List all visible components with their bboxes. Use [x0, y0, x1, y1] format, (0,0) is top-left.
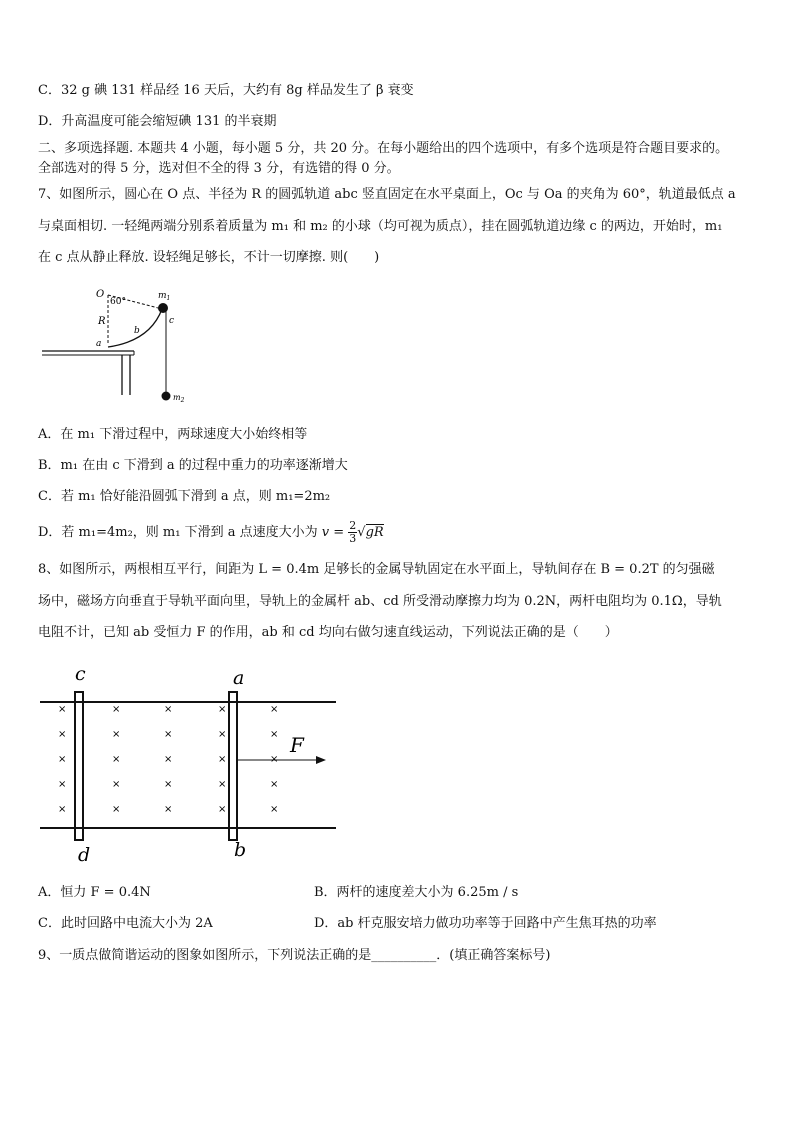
magnetic-field-cross: × — [58, 704, 67, 715]
fig7-label-r: R — [98, 316, 106, 327]
q7-stem-1: 7、如图所示，圆心在 O 点、半径为 R 的圆弧轨道 abc 竖直固定在水平桌面上，Oc 与 Oa 的夹角为 60°，轨道最低点 a — [38, 187, 736, 202]
magnetic-field-cross: × — [270, 704, 279, 715]
q8-option-a: A．恒力 F = 0.4N — [38, 885, 151, 900]
magnetic-field-cross: × — [218, 704, 227, 715]
fig7-label-m2: $m_2$ — [173, 393, 185, 404]
fig8-label-c: c — [75, 663, 86, 685]
magnetic-field-cross: × — [112, 704, 121, 715]
magnetic-field-cross: × — [58, 804, 67, 815]
fig8-label-d: d — [78, 844, 91, 866]
magnetic-field-cross: × — [218, 729, 227, 740]
fig7-label-a: a — [96, 339, 102, 349]
fig7-label-o: O — [96, 289, 105, 300]
q8-stem-2: 场中，磁场方向垂直于导轨平面向里，导轨上的金属杆 ab、cd 所受滑动摩擦力均为 0.2N，两杆电阻均为 0.1Ω，导轨 — [38, 594, 722, 609]
q8-option-d: D．ab 杆克服安培力做功功率等于回路中产生焦耳热的功率 — [314, 916, 657, 931]
q7-option-d-sqrt-arg: gR — [365, 525, 384, 540]
magnetic-field-cross: × — [270, 804, 279, 815]
magnetic-field-cross: × — [270, 729, 279, 740]
q7-option-d-lhs: v = — [321, 525, 345, 540]
q7-option-d-fraction — [348, 520, 357, 545]
fig8-label-b: b — [234, 839, 247, 861]
fig7-label-m1: $m_1$ — [158, 291, 171, 302]
fig8-label-a: a — [233, 667, 245, 689]
magnetic-field-cross: × — [164, 704, 173, 715]
q7-figure — [38, 283, 218, 413]
magnetic-field-cross: × — [112, 729, 121, 740]
fraction-denominator: 3 — [349, 532, 357, 545]
sqrt-icon: √ — [357, 525, 366, 540]
q6-option-d: D．升高温度可能会缩短碘 131 的半衰期 — [38, 114, 277, 129]
magnetic-field-cross: × — [270, 754, 279, 765]
q8-stem-3: 电阻不计，已知 ab 受恒力 F 的作用，ab 和 cd 均向右做匀速直线运动，下列说法正确的是（ ） — [38, 625, 618, 640]
fig8-label-f: F — [290, 733, 304, 757]
q7-stem-3: 在 c 点从静止释放. 设轻绳足够长，不计一切摩擦. 则( ) — [38, 250, 380, 265]
q7-option-b: B．m₁ 在由 c 下滑到 a 的过程中重力的功率逐渐增大 — [38, 458, 348, 473]
q8-option-b: B．两杆的速度差大小为 6.25m / s — [314, 885, 519, 900]
magnetic-field-cross: × — [164, 804, 173, 815]
q8-option-c: C．此时回路中电流大小为 2A — [38, 916, 213, 931]
magnetic-field-cross: × — [112, 779, 121, 790]
magnetic-field-cross: × — [270, 779, 279, 790]
q7-option-d — [38, 520, 384, 545]
section2-instructions-1: 二、多项选择题. 本题共 4 小题，每小题 5 分，共 20 分。在每小题给出的四个选项中，有多个选项是符合题目要求的。 — [38, 141, 729, 156]
magnetic-field-cross: × — [218, 754, 227, 765]
fraction-numerator: 2 — [349, 519, 357, 532]
fig7-label-c: c — [169, 316, 175, 326]
fig7-label-angle: 60° — [110, 297, 126, 307]
q7-stem-2: 与桌面相切. 一轻绳两端分别系着质量为 m₁ 和 m₂ 的小球（均可视为质点），挂在圆弧轨道边缘 c 的两边，开始时，m₁ — [38, 219, 723, 234]
magnetic-field-cross: × — [58, 779, 67, 790]
q7-option-d-text: D．若 m₁=4m₂，则 m₁ 下滑到 a 点速度大小为 — [38, 525, 318, 540]
section2-instructions-2: 全部选对的得 5 分，选对但不全的得 3 分，有选错的得 0 分。 — [38, 161, 400, 176]
q7-option-a: A．在 m₁ 下滑过程中，两球速度大小始终相等 — [38, 427, 308, 442]
magnetic-field-cross: × — [164, 729, 173, 740]
magnetic-field-cross: × — [58, 754, 67, 765]
magnetic-field-cross: × — [112, 804, 121, 815]
q8-figure — [38, 660, 348, 870]
q7-option-c: C．若 m₁ 恰好能沿圆弧下滑到 a 点，则 m₁=2m₂ — [38, 489, 331, 504]
fig7-label-b: b — [134, 326, 140, 336]
q6-option-c: C．32 g 碘 131 样品经 16 天后，大约有 8g 样品发生了 β 衰变 — [38, 83, 414, 98]
q9-stem-1: 9、一质点做简谐运动的图象如图所示，下列说法正确的是__________．(填正确答案标号) — [38, 948, 551, 963]
magnetic-field-cross: × — [58, 729, 67, 740]
q8-stem-1: 8、如图所示，两根相互平行，间距为 L = 0.4m 足够长的金属导轨固定在水平面上，导轨间存在 B = 0.2T 的匀强磁 — [38, 562, 715, 577]
magnetic-field-cross: × — [164, 754, 173, 765]
magnetic-field-cross: × — [164, 779, 173, 790]
magnetic-field-cross: × — [218, 804, 227, 815]
magnetic-field-cross: × — [112, 754, 121, 765]
magnetic-field-cross: × — [218, 779, 227, 790]
